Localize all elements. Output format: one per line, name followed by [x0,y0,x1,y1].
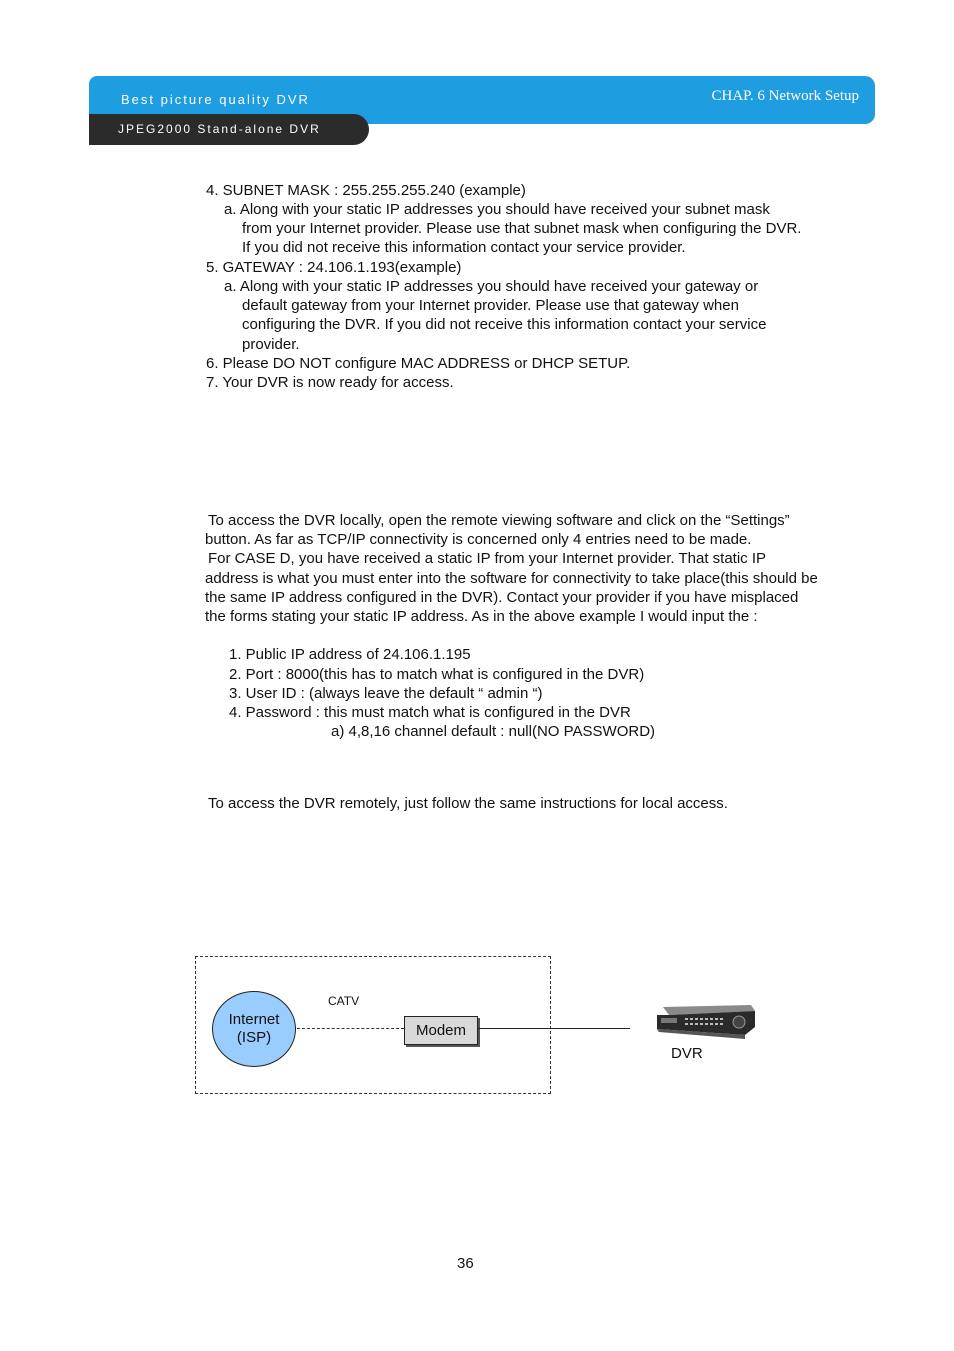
modem-dvr-connection [478,1028,630,1029]
header-subtitle-tab [89,114,369,145]
remote-access-text: To access the DVR remotely, just follow the same instructions for local access. [208,795,728,812]
page-number: 36 [457,1255,474,1272]
step-5a-cont: default gateway from your Internet provider. Please use that gateway when [242,297,739,314]
input-item-user-id: 3. User ID : (always leave the default “ admin “) [229,685,543,702]
local-access-line: To access the DVR locally, open the remote viewing software and click on the “Settings” [208,512,790,529]
step-5a: a. Along with your static IP addresses you should have received your gateway or [224,278,759,295]
local-access-line: the same IP address configured in the DVR). Contact your provider if you have misplaced [205,589,799,606]
local-access-line: the forms stating your static IP address. As in the above example I would input the : [205,608,758,625]
local-access-line: For CASE D, you have received a static IP from your Internet provider. That static IP [208,550,767,567]
input-item-password: 4. Password : this must match what is configured in the DVR [229,704,631,721]
local-access-line: address is what you must enter into the software for connectivity to take place(this should be [205,570,818,587]
local-access-line: button. As far as TCP/IP connectivity is concerned only 4 entries need to be made. [205,531,752,548]
input-item-port: 2. Port : 8000(this has to match what is configured in the DVR) [229,666,645,683]
step-4: 4. SUBNET MASK : 255.255.255.240 (example) [206,182,526,199]
step-5a-cont: configuring the DVR. If you did not receive this information contact your service [242,316,767,333]
step-4a-cont: If you did not receive this information contact your service provider. [242,239,686,256]
catv-connection [297,1028,404,1029]
step-4a-cont: from your Internet provider. Please use that subnet mask when configuring the DVR. [242,220,802,237]
isp-label-line1: Internet [228,1011,280,1028]
step-7: 7. Your DVR is now ready for access. [206,374,454,391]
header-title: Best picture quality DVR [121,92,310,107]
dvr-device-icon [655,1001,757,1041]
isp-label-line2: (ISP) [236,1029,272,1046]
modem-node [404,1016,478,1045]
internet-isp-node [212,991,296,1067]
input-item-ip: 1. Public IP address of 24.106.1.195 [229,646,471,663]
modem-label: Modem [415,1022,467,1039]
dvr-label: DVR [671,1045,703,1062]
input-item-password-default: a) 4,8,16 channel default : null(NO PASSWORD) [331,723,656,740]
chapter-title: CHAP. 6 Network Setup [711,88,859,104]
catv-label: CATV [328,994,360,1008]
step-6: 6. Please DO NOT configure MAC ADDRESS or DHCP SETUP. [206,355,631,372]
step-5: 5. GATEWAY : 24.106.1.193(example) [206,259,462,276]
step-4a: a. Along with your static IP addresses you should have received your subnet mask [224,201,770,218]
step-5a-cont: provider. [242,336,300,353]
header-subtitle: JPEG2000 Stand-alone DVR [118,122,321,136]
